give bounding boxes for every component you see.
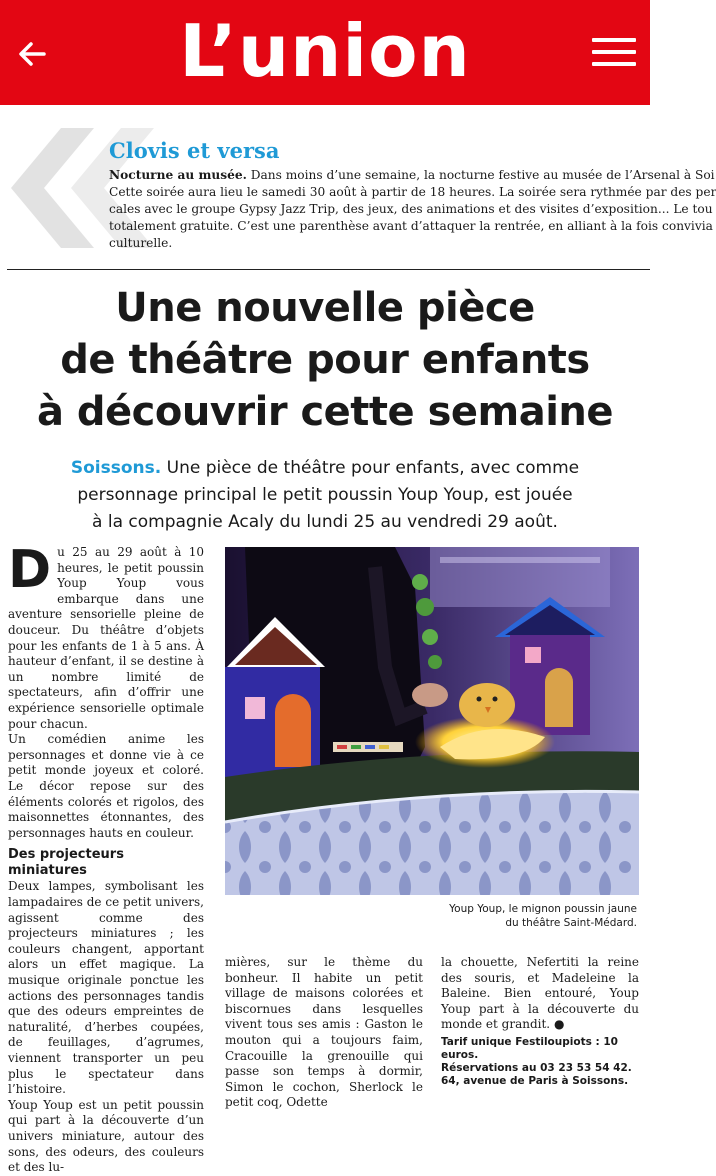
info-line: Tarif unique Festiloupiots : 10 euros.: [441, 1035, 618, 1061]
caption-line: Youp Youp, le mignon poussin jaune: [449, 903, 637, 915]
article-column-2: [225, 955, 423, 1111]
headline-line: de théâtre pour enfants: [60, 337, 590, 383]
brief-strong: Nocturne au musée.: [109, 168, 247, 182]
article-photo[interactable]: [225, 547, 639, 895]
brief-text: [109, 167, 716, 252]
lead-city: Soissons.: [70, 458, 162, 478]
site-logo[interactable]: L’union: [179, 9, 471, 93]
lead-text: Une pièce de théâtre pour enfants, avec comme: [161, 458, 580, 478]
section-divider: [7, 269, 650, 270]
paragraph: mières, sur le thème du bonheur. Il habite un petit village de maisons colorées et biscornues dans lesquelles vivent tous ses amis : Gaston le mouton qui a toujours faim, Cracouille la grenouille qui passe son temps à dormir, Simon le cochon, Sherlock le petit coq, Odette: [225, 955, 423, 1110]
brief-line: culturelle.: [109, 236, 173, 250]
brief-line: Cette soirée aura lieu le samedi 30 août à partir de 18 heures. La soirée sera rythmée par des per: [109, 185, 716, 199]
caption-line: du théâtre Saint-Médard.: [505, 917, 637, 929]
paragraph: la chouette, Nefertiti la reine des souris, et Madeleine la Baleine. Bien entouré, Youp Youp part à la découverte du monde et grandit.: [441, 955, 639, 1032]
hamburger-menu-icon[interactable]: [592, 38, 636, 70]
article-headline: [0, 282, 650, 438]
brief-line: totalement gratuite. C’est une parenthèse avant d’attaquer la rentrée, en alliant à la fois convivia: [109, 219, 713, 233]
article-column-1: [8, 540, 204, 1176]
brief-title: Clovis et versa: [109, 138, 280, 163]
headline-line: à découvrir cette semaine: [36, 389, 614, 435]
lead-text: personnage principal le petit poussin Youp Youp, est jouée: [77, 485, 573, 505]
end-mark-icon: ●: [550, 1017, 565, 1032]
paragraph: Un comédien anime les personnages et donne vie à ce petit monde joyeux et coloré. Le décor repose sur des éléments colorés et rigolos, des maisonnettes étonnantes, des personnages hauts en couleur.: [8, 732, 204, 840]
article-column-3: [441, 955, 639, 1088]
lead-text: à la compagnie Acaly du lundi 25 au vendredi 29 août.: [92, 512, 558, 532]
brief-line: Dans moins d’une semaine, la nocturne festive au musée de l’Arsenal à Soi: [246, 168, 715, 182]
paragraph: u 25 au 29 août à 10 heures, le petit poussin Youp Youp vous embarque dans une aventure sensorielle pleine de douceur. Du théâtre d’objets pour les enfants de 1 à 5 ans. À hauteur d’enfant, il se destine à un nombre limité de spectateurs, afin d’offrir une expérience sensorielle optimale pour chacun.: [8, 545, 204, 731]
paragraph: Youp Youp est un petit poussin qui part à la découverte d’un univers miniature, autour des sons, des odeurs, des couleurs et des lu-: [8, 1097, 204, 1175]
info-line: 64, avenue de Paris à Soissons.: [441, 1074, 629, 1087]
photo-caption: [300, 902, 637, 930]
top-bar: [0, 0, 650, 105]
info-line: Réservations au 03 23 53 54 42.: [441, 1061, 632, 1074]
practical-info: [441, 1036, 639, 1088]
subheading: Des projecteurs miniatures: [8, 847, 124, 878]
headline-line: Une nouvelle pièce: [115, 285, 535, 331]
drop-cap: D: [8, 540, 52, 600]
paragraph: Deux lampes, symbolisant les lampadaires de ce petit univers, agissent comme des projecteurs miniatures ; les couleurs changent, apportant alors un effet magique. La musique originale ponctue les actions des personnages tandis que des odeurs empreintes de naturalité, d’herbes coupées, de feuillages, d’agrumes, viennent transporter un peu plus le spectateur dans l’histoire.: [8, 879, 204, 1097]
brief-line: cales avec le groupe Gypsy Jazz Trip, des jeux, des animations et des visites d’exposition... Le tou: [109, 202, 713, 216]
article-lead: [0, 455, 650, 536]
